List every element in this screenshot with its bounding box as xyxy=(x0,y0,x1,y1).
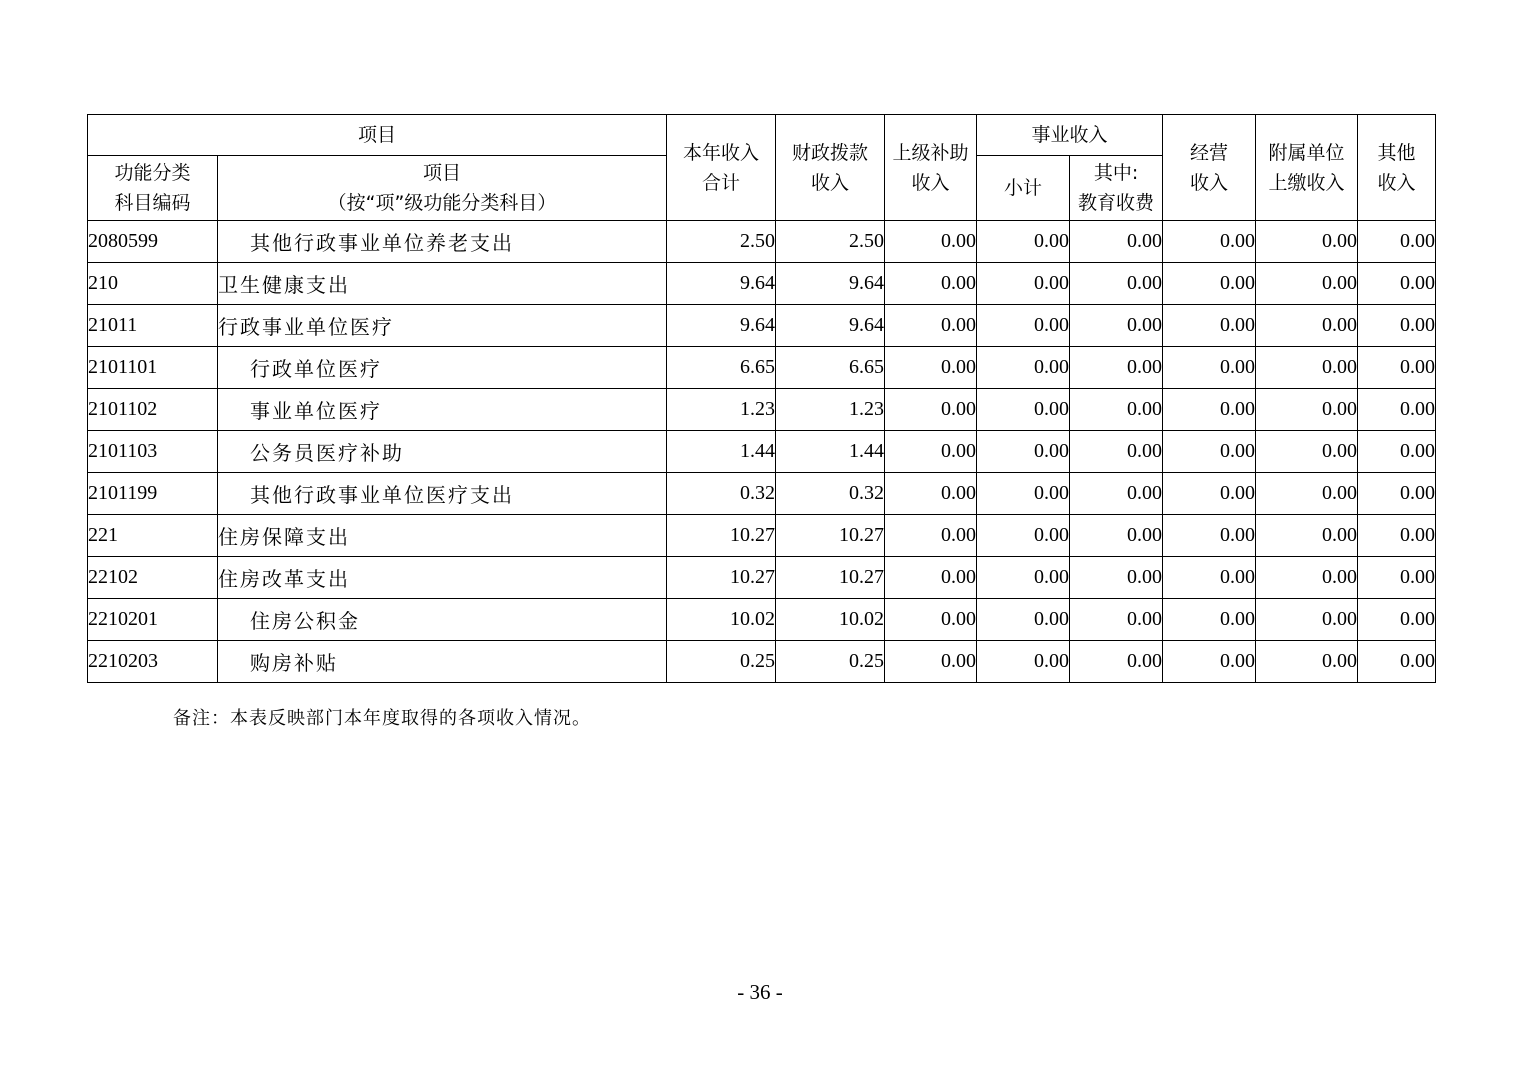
cell-affiliate: 0.00 xyxy=(1256,221,1358,263)
cell-subtotal: 0.00 xyxy=(977,473,1070,515)
cell-fiscal: 2.50 xyxy=(776,221,885,263)
cell-subtotal: 0.00 xyxy=(977,389,1070,431)
header-total-line2: 合计 xyxy=(702,171,741,194)
cell-edu-fee: 0.00 xyxy=(1070,557,1163,599)
cell-total: 0.25 xyxy=(667,641,776,683)
cell-subtotal: 0.00 xyxy=(977,557,1070,599)
header-code xyxy=(88,156,218,221)
cell-total: 2.50 xyxy=(667,221,776,263)
cell-operating: 0.00 xyxy=(1163,221,1256,263)
table-row xyxy=(88,389,1436,431)
cell-other: 0.00 xyxy=(1358,221,1436,263)
row-code: 2080599 xyxy=(88,221,218,263)
cell-edu-fee: 0.00 xyxy=(1070,389,1163,431)
cell-fiscal: 10.02 xyxy=(776,599,885,641)
row-code: 21011 xyxy=(88,305,218,347)
header-superior-line1: 上级补助 xyxy=(892,141,969,164)
header-row-1 xyxy=(88,115,1436,156)
cell-operating: 0.00 xyxy=(1163,515,1256,557)
header-name-line2: （按“项”级功能分类科目） xyxy=(327,192,557,214)
cell-subtotal: 0.00 xyxy=(977,431,1070,473)
table-row xyxy=(88,557,1436,599)
cell-other: 0.00 xyxy=(1358,557,1436,599)
row-name: 住房改革支出 xyxy=(218,557,667,599)
header-name-line1: 项目 xyxy=(423,162,462,184)
row-code: 210 xyxy=(88,263,218,305)
cell-affiliate: 0.00 xyxy=(1256,473,1358,515)
header-affiliate-line1: 附属单位 xyxy=(1268,141,1345,164)
cell-affiliate: 0.00 xyxy=(1256,557,1358,599)
cell-total: 10.27 xyxy=(667,515,776,557)
cell-operating: 0.00 xyxy=(1163,389,1256,431)
cell-affiliate: 0.00 xyxy=(1256,515,1358,557)
header-fiscal-line2: 收入 xyxy=(811,171,850,194)
cell-operating: 0.00 xyxy=(1163,641,1256,683)
income-table xyxy=(87,114,1436,683)
cell-edu-fee: 0.00 xyxy=(1070,515,1163,557)
cell-affiliate: 0.00 xyxy=(1256,431,1358,473)
cell-affiliate: 0.00 xyxy=(1256,641,1358,683)
cell-subtotal: 0.00 xyxy=(977,347,1070,389)
header-edu-fee xyxy=(1070,156,1163,221)
cell-total: 9.64 xyxy=(667,305,776,347)
row-code: 2101199 xyxy=(88,473,218,515)
header-other-line2: 收入 xyxy=(1377,171,1416,194)
cell-superior: 0.00 xyxy=(885,305,977,347)
header-business-group: 事业收入 xyxy=(977,115,1163,156)
cell-fiscal: 6.65 xyxy=(776,347,885,389)
row-code: 221 xyxy=(88,515,218,557)
row-code: 22102 xyxy=(88,557,218,599)
table-body xyxy=(88,221,1436,683)
table-row xyxy=(88,263,1436,305)
cell-edu-fee: 0.00 xyxy=(1070,599,1163,641)
cell-edu-fee: 0.00 xyxy=(1070,263,1163,305)
row-name: 购房补贴 xyxy=(218,641,667,683)
row-name: 卫生健康支出 xyxy=(218,263,667,305)
cell-other: 0.00 xyxy=(1358,641,1436,683)
cell-total: 1.44 xyxy=(667,431,776,473)
cell-fiscal: 0.25 xyxy=(776,641,885,683)
row-code: 2101101 xyxy=(88,347,218,389)
cell-operating: 0.00 xyxy=(1163,263,1256,305)
cell-total: 0.32 xyxy=(667,473,776,515)
cell-fiscal: 10.27 xyxy=(776,515,885,557)
cell-edu-fee: 0.00 xyxy=(1070,431,1163,473)
row-name: 住房保障支出 xyxy=(218,515,667,557)
header-superior-line2: 收入 xyxy=(911,171,950,194)
cell-superior: 0.00 xyxy=(885,599,977,641)
cell-operating: 0.00 xyxy=(1163,557,1256,599)
cell-edu-fee: 0.00 xyxy=(1070,221,1163,263)
table-row xyxy=(88,305,1436,347)
row-name: 事业单位医疗 xyxy=(218,389,667,431)
cell-superior: 0.00 xyxy=(885,263,977,305)
row-name: 行政事业单位医疗 xyxy=(218,305,667,347)
cell-total: 6.65 xyxy=(667,347,776,389)
cell-subtotal: 0.00 xyxy=(977,305,1070,347)
cell-superior: 0.00 xyxy=(885,389,977,431)
header-name xyxy=(218,156,667,221)
header-code-line1: 功能分类 xyxy=(114,162,191,184)
cell-other: 0.00 xyxy=(1358,473,1436,515)
table-row xyxy=(88,515,1436,557)
table-row xyxy=(88,221,1436,263)
table-row xyxy=(88,347,1436,389)
cell-affiliate: 0.00 xyxy=(1256,263,1358,305)
cell-operating: 0.00 xyxy=(1163,473,1256,515)
header-total-line1: 本年收入 xyxy=(683,141,760,164)
cell-affiliate: 0.00 xyxy=(1256,305,1358,347)
row-code: 2210201 xyxy=(88,599,218,641)
cell-total: 10.27 xyxy=(667,557,776,599)
header-project-group: 项目 xyxy=(88,115,667,156)
header-fiscal-line1: 财政拨款 xyxy=(792,141,869,164)
cell-operating: 0.00 xyxy=(1163,431,1256,473)
cell-subtotal: 0.00 xyxy=(977,641,1070,683)
row-code: 2210203 xyxy=(88,641,218,683)
cell-superior: 0.00 xyxy=(885,557,977,599)
cell-total: 1.23 xyxy=(667,389,776,431)
row-code: 2101102 xyxy=(88,389,218,431)
cell-edu-fee: 0.00 xyxy=(1070,305,1163,347)
cell-subtotal: 0.00 xyxy=(977,263,1070,305)
cell-superior: 0.00 xyxy=(885,515,977,557)
row-name: 公务员医疗补助 xyxy=(218,431,667,473)
cell-other: 0.00 xyxy=(1358,389,1436,431)
cell-other: 0.00 xyxy=(1358,263,1436,305)
row-name: 其他行政事业单位养老支出 xyxy=(218,221,667,263)
cell-superior: 0.00 xyxy=(885,641,977,683)
header-other-line1: 其他 xyxy=(1377,141,1416,164)
header-subtotal: 小计 xyxy=(977,156,1070,221)
cell-operating: 0.00 xyxy=(1163,599,1256,641)
cell-total: 9.64 xyxy=(667,263,776,305)
cell-edu-fee: 0.00 xyxy=(1070,473,1163,515)
cell-total: 10.02 xyxy=(667,599,776,641)
cell-fiscal: 10.27 xyxy=(776,557,885,599)
cell-operating: 0.00 xyxy=(1163,347,1256,389)
row-name: 住房公积金 xyxy=(218,599,667,641)
table-row xyxy=(88,599,1436,641)
page-number: - 36 - xyxy=(737,980,783,1004)
cell-fiscal: 9.64 xyxy=(776,305,885,347)
cell-superior: 0.00 xyxy=(885,347,977,389)
header-operating xyxy=(1163,115,1256,221)
cell-other: 0.00 xyxy=(1358,599,1436,641)
header-edu-fee-line1: 其中: xyxy=(1093,162,1139,184)
cell-subtotal: 0.00 xyxy=(977,221,1070,263)
cell-subtotal: 0.00 xyxy=(977,515,1070,557)
cell-fiscal: 0.32 xyxy=(776,473,885,515)
header-operating-line2: 收入 xyxy=(1190,171,1229,194)
table-row xyxy=(88,473,1436,515)
header-edu-fee-line2: 教育收费 xyxy=(1078,192,1155,214)
cell-operating: 0.00 xyxy=(1163,305,1256,347)
cell-fiscal: 1.23 xyxy=(776,389,885,431)
row-name: 行政单位医疗 xyxy=(218,347,667,389)
cell-superior: 0.00 xyxy=(885,473,977,515)
header-superior xyxy=(885,115,977,221)
row-name: 其他行政事业单位医疗支出 xyxy=(218,473,667,515)
cell-fiscal: 9.64 xyxy=(776,263,885,305)
header-fiscal xyxy=(776,115,885,221)
cell-other: 0.00 xyxy=(1358,347,1436,389)
cell-superior: 0.00 xyxy=(885,431,977,473)
cell-other: 0.00 xyxy=(1358,305,1436,347)
header-total xyxy=(667,115,776,221)
cell-superior: 0.00 xyxy=(885,221,977,263)
cell-fiscal: 1.44 xyxy=(776,431,885,473)
cell-affiliate: 0.00 xyxy=(1256,599,1358,641)
header-other xyxy=(1358,115,1436,221)
header-affiliate xyxy=(1256,115,1358,221)
cell-subtotal: 0.00 xyxy=(977,599,1070,641)
table-row xyxy=(88,641,1436,683)
cell-other: 0.00 xyxy=(1358,515,1436,557)
header-code-line2: 科目编码 xyxy=(114,192,191,214)
table-note: 备注：本表反映部门本年度取得的各项收入情况。 xyxy=(173,708,591,729)
cell-affiliate: 0.00 xyxy=(1256,389,1358,431)
table-row xyxy=(88,431,1436,473)
header-affiliate-line2: 上缴收入 xyxy=(1268,171,1345,194)
cell-edu-fee: 0.00 xyxy=(1070,641,1163,683)
cell-edu-fee: 0.00 xyxy=(1070,347,1163,389)
cell-affiliate: 0.00 xyxy=(1256,347,1358,389)
cell-other: 0.00 xyxy=(1358,431,1436,473)
header-operating-line1: 经营 xyxy=(1190,141,1229,164)
row-code: 2101103 xyxy=(88,431,218,473)
